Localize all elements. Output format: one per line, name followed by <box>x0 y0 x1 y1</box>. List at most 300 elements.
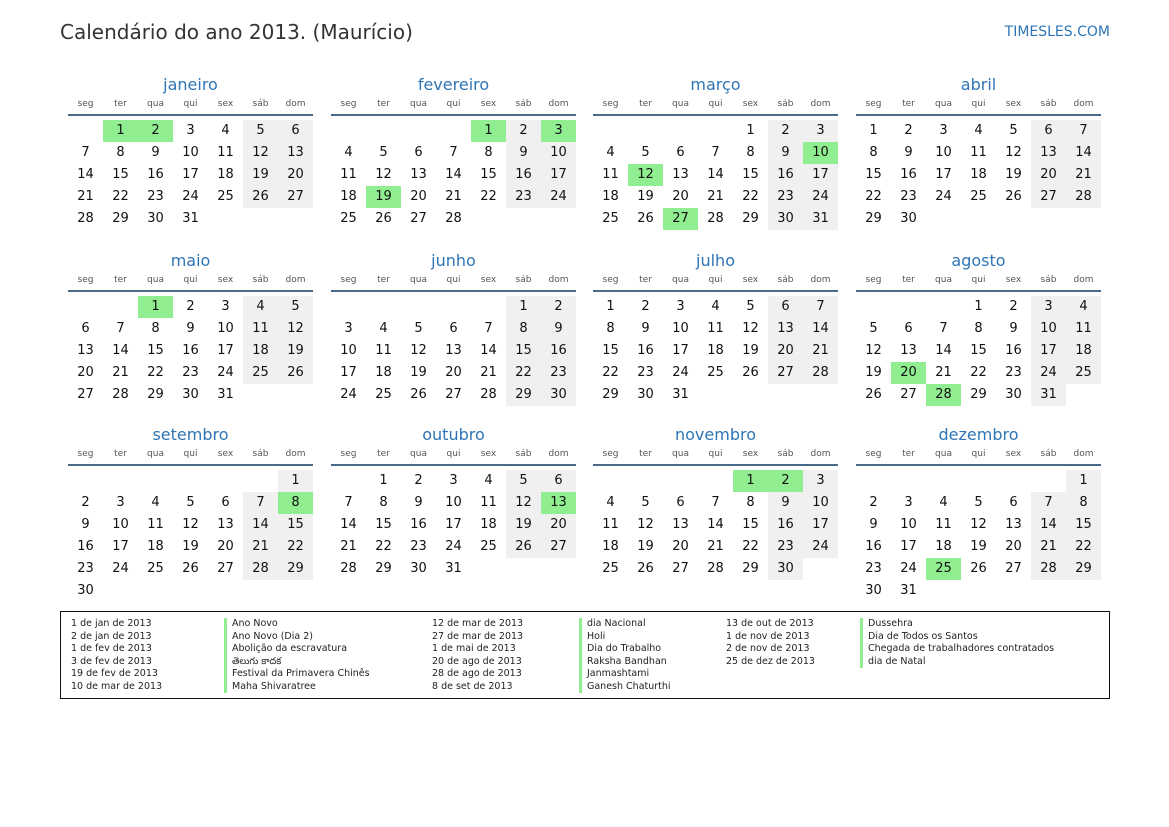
day-cell: 30 <box>541 384 576 406</box>
day-cell: 12 <box>182 517 199 532</box>
day-cell: 10 <box>445 495 462 510</box>
weekday-label: ter <box>639 275 652 285</box>
day-cell: 28 <box>77 211 94 226</box>
page-title: Calendário do ano 2013. (Maurício) <box>60 20 413 44</box>
day-cell: 23 <box>147 189 164 204</box>
day-cell: 25 <box>243 362 278 384</box>
weekday-label: seg <box>865 99 882 109</box>
weekday-label: sex <box>217 99 234 109</box>
day-grid <box>856 296 1101 406</box>
day-cell: 28 <box>707 561 724 576</box>
day-cell: 11 <box>707 321 724 336</box>
day-cell: 6 <box>904 321 913 336</box>
day-cell: 12 <box>243 142 278 164</box>
day-cell: 4 <box>974 123 983 138</box>
weekday-label: qua <box>147 99 164 109</box>
day-cell: 21 <box>480 365 497 380</box>
day-cell: 15 <box>147 343 164 358</box>
day-cell: 23 <box>637 365 654 380</box>
day-cell: 18 <box>707 343 724 358</box>
empty-cell <box>243 470 278 492</box>
day-cell: 28 <box>243 558 278 580</box>
weekday-label: ter <box>114 449 127 459</box>
month-name: outubro <box>422 425 485 444</box>
day-cell: 19 <box>182 539 199 554</box>
day-cell: 27 <box>217 561 234 576</box>
legend-holiday: Dussehra <box>860 618 1054 631</box>
day-cell: 22 <box>742 189 759 204</box>
empty-cell <box>628 470 663 492</box>
day-cell: 7 <box>1031 492 1066 514</box>
day-cell: 14 <box>340 517 357 532</box>
day-cell: 21 <box>803 340 838 362</box>
weekday-label: sáb <box>515 449 532 459</box>
day-cell: 31 <box>803 208 838 230</box>
weekday-label: qui <box>708 99 723 109</box>
day-cell: 3 <box>803 120 838 142</box>
day-cell: 25 <box>602 561 619 576</box>
day-cell: 6 <box>768 296 803 318</box>
weekday-label: qui <box>708 449 723 459</box>
day-cell: 7 <box>711 145 720 160</box>
day-cell: 2 <box>1009 299 1018 314</box>
month-9 <box>331 424 576 580</box>
site-link[interactable]: TIMESLES.COM <box>1004 24 1110 40</box>
month-name: julho <box>696 251 735 270</box>
day-cell: 23 <box>410 539 427 554</box>
day-cell: 6 <box>1009 495 1018 510</box>
weekday-label: sáb <box>252 99 269 109</box>
header-rule <box>593 290 838 292</box>
day-cell: 26 <box>970 561 987 576</box>
day-cell: 14 <box>707 517 724 532</box>
day-cell: 23 <box>77 561 94 576</box>
day-cell: 6 <box>414 145 423 160</box>
header-rule <box>68 464 313 466</box>
weekday-label: ter <box>377 275 390 285</box>
day-grid <box>593 296 838 406</box>
day-cell: 24 <box>340 387 357 402</box>
holiday-day: 12 <box>628 164 663 186</box>
day-cell: 7 <box>81 145 90 160</box>
legend-date: 12 de mar de 2013 <box>432 618 524 629</box>
day-cell: 3 <box>344 321 353 336</box>
day-cell: 16 <box>900 167 917 182</box>
day-cell: 9 <box>869 517 878 532</box>
day-cell: 9 <box>904 145 913 160</box>
day-cell: 18 <box>147 539 164 554</box>
day-cell: 2 <box>768 120 803 142</box>
day-cell: 17 <box>217 343 234 358</box>
empty-cell <box>173 470 208 492</box>
day-cell: 12 <box>970 517 987 532</box>
legend-holiday: Ganesh Chaturthi <box>579 681 671 694</box>
empty-cell <box>436 120 471 142</box>
day-cell: 13 <box>900 343 917 358</box>
day-cell: 23 <box>900 189 917 204</box>
day-cell: 30 <box>637 387 654 402</box>
month-3 <box>856 74 1101 230</box>
day-cell: 7 <box>939 321 948 336</box>
empty-cell <box>331 470 366 492</box>
day-cell: 10 <box>340 343 357 358</box>
day-cell: 8 <box>116 145 125 160</box>
empty-cell <box>68 296 103 318</box>
weekday-header <box>331 98 576 110</box>
day-cell: 29 <box>865 211 882 226</box>
day-cell: 20 <box>672 189 689 204</box>
weekday-label: seg <box>340 275 357 285</box>
day-cell: 5 <box>243 120 278 142</box>
weekday-label: qua <box>147 275 164 285</box>
day-cell: 19 <box>865 365 882 380</box>
day-cell: 24 <box>900 561 917 576</box>
day-cell: 3 <box>904 495 913 510</box>
empty-cell <box>961 470 996 492</box>
day-cell: 30 <box>1005 387 1022 402</box>
day-cell: 8 <box>974 321 983 336</box>
weekday-label: sex <box>1005 449 1022 459</box>
weekday-label: dom <box>810 449 831 459</box>
weekday-label: qui <box>183 449 198 459</box>
weekday-header <box>68 274 313 286</box>
day-cell: 1 <box>974 299 983 314</box>
day-cell: 30 <box>768 208 803 230</box>
day-cell: 8 <box>506 318 541 340</box>
header-rule <box>68 114 313 116</box>
weekday-label: sáb <box>777 99 794 109</box>
day-cell: 17 <box>112 539 129 554</box>
day-cell: 18 <box>935 539 952 554</box>
day-cell: 1 <box>506 296 541 318</box>
day-cell: 20 <box>445 365 462 380</box>
day-cell: 23 <box>768 186 803 208</box>
day-cell: 11 <box>1066 318 1101 340</box>
legend-date: 1 de nov de 2013 <box>726 630 810 642</box>
day-cell: 12 <box>375 167 392 182</box>
day-cell: 21 <box>935 365 952 380</box>
legend-dates-2 <box>432 618 523 693</box>
empty-cell <box>926 296 961 318</box>
day-cell: 24 <box>672 365 689 380</box>
legend-names-3 <box>860 618 1054 668</box>
day-cell: 28 <box>445 211 462 226</box>
day-cell: 18 <box>480 517 497 532</box>
day-cell: 25 <box>147 561 164 576</box>
weekday-label: ter <box>902 99 915 109</box>
day-cell: 28 <box>480 387 497 402</box>
weekday-label: qua <box>410 449 427 459</box>
legend-holiday: Dia do Trabalho <box>579 643 671 656</box>
empty-cell <box>891 296 926 318</box>
day-cell: 8 <box>606 321 615 336</box>
day-cell: 4 <box>939 495 948 510</box>
day-cell: 14 <box>445 167 462 182</box>
weekday-header <box>856 98 1101 110</box>
weekday-label: seg <box>602 275 619 285</box>
day-cell: 12 <box>410 343 427 358</box>
day-cell: 24 <box>803 186 838 208</box>
weekday-label: seg <box>340 449 357 459</box>
day-cell: 1 <box>1066 470 1101 492</box>
day-cell: 25 <box>340 211 357 226</box>
day-cell: 14 <box>480 343 497 358</box>
month-2 <box>593 74 838 230</box>
day-cell: 31 <box>182 211 199 226</box>
day-cell: 9 <box>1009 321 1018 336</box>
legend-holiday: dia de Natal <box>860 656 1054 669</box>
weekday-label: qua <box>410 99 427 109</box>
day-cell: 31 <box>217 387 234 402</box>
empty-cell <box>138 470 173 492</box>
day-cell: 24 <box>445 539 462 554</box>
weekday-label: qua <box>935 449 952 459</box>
day-cell: 3 <box>676 299 685 314</box>
legend-holiday: Ano Novo (Dia 2) <box>224 631 370 644</box>
legend-holiday: Dia de Todos os Santos <box>860 631 1054 644</box>
day-cell: 9 <box>186 321 195 336</box>
day-cell: 23 <box>865 561 882 576</box>
header-rule <box>68 290 313 292</box>
weekday-label: dom <box>1073 449 1094 459</box>
day-cell: 28 <box>1066 186 1101 208</box>
empty-cell <box>68 120 103 142</box>
day-cell: 11 <box>147 517 164 532</box>
day-cell: 21 <box>707 539 724 554</box>
weekday-label: qui <box>708 275 723 285</box>
month-6 <box>593 250 838 406</box>
day-cell: 17 <box>672 343 689 358</box>
legend-date: 13 de out de 2013 <box>726 618 814 629</box>
day-cell: 9 <box>506 142 541 164</box>
day-cell: 24 <box>1031 362 1066 384</box>
legend-holiday: Raksha Bandhan <box>579 656 671 669</box>
weekday-label: dom <box>548 275 569 285</box>
day-cell: 19 <box>506 514 541 536</box>
day-grid <box>593 120 838 230</box>
day-cell: 1 <box>869 123 878 138</box>
day-cell: 22 <box>480 189 497 204</box>
day-cell: 27 <box>445 387 462 402</box>
month-10 <box>593 424 838 580</box>
day-cell: 16 <box>768 164 803 186</box>
day-cell: 9 <box>81 517 90 532</box>
empty-cell <box>663 120 698 142</box>
weekday-header <box>856 274 1101 286</box>
day-cell: 9 <box>151 145 160 160</box>
day-cell: 25 <box>970 189 987 204</box>
day-cell: 16 <box>182 343 199 358</box>
weekday-label: ter <box>114 99 127 109</box>
weekday-label: ter <box>377 449 390 459</box>
day-cell: 5 <box>414 321 423 336</box>
day-cell: 26 <box>742 365 759 380</box>
weekday-label: sex <box>217 449 234 459</box>
empty-cell <box>208 470 243 492</box>
day-cell: 20 <box>672 539 689 554</box>
month-0 <box>68 74 313 230</box>
day-cell: 12 <box>278 318 313 340</box>
day-cell: 4 <box>379 321 388 336</box>
day-cell: 5 <box>746 299 755 314</box>
legend-holiday: Ano Novo <box>224 618 370 631</box>
holiday-day: 10 <box>803 142 838 164</box>
day-cell: 13 <box>77 343 94 358</box>
day-cell: 27 <box>541 536 576 558</box>
weekday-label: sex <box>480 99 497 109</box>
weekday-label: seg <box>77 99 94 109</box>
day-cell: 28 <box>340 561 357 576</box>
day-cell: 15 <box>742 517 759 532</box>
legend-names-2 <box>579 618 671 693</box>
day-cell: 27 <box>77 387 94 402</box>
day-cell: 21 <box>340 539 357 554</box>
day-cell: 3 <box>116 495 125 510</box>
day-cell: 30 <box>768 558 803 580</box>
day-cell: 28 <box>112 387 129 402</box>
header-rule <box>331 290 576 292</box>
empty-cell <box>891 470 926 492</box>
day-cell: 15 <box>112 167 129 182</box>
day-cell: 23 <box>506 186 541 208</box>
day-cell: 2 <box>541 296 576 318</box>
day-cell: 7 <box>803 296 838 318</box>
day-cell: 5 <box>278 296 313 318</box>
day-cell: 13 <box>768 318 803 340</box>
day-cell: 24 <box>182 189 199 204</box>
weekday-label: qua <box>147 449 164 459</box>
day-cell: 29 <box>602 387 619 402</box>
day-cell: 20 <box>768 340 803 362</box>
weekday-label: ter <box>377 99 390 109</box>
header-rule <box>593 464 838 466</box>
day-cell: 26 <box>278 362 313 384</box>
empty-cell <box>436 296 471 318</box>
day-cell: 2 <box>904 123 913 138</box>
day-cell: 14 <box>1066 142 1101 164</box>
empty-cell <box>996 470 1031 492</box>
month-1 <box>331 74 576 230</box>
holiday-day: 1 <box>103 120 138 142</box>
weekday-label: dom <box>1073 99 1094 109</box>
empty-cell <box>331 120 366 142</box>
holiday-day: 28 <box>926 384 961 406</box>
day-cell: 16 <box>77 539 94 554</box>
day-cell: 14 <box>243 514 278 536</box>
weekday-label: dom <box>548 99 569 109</box>
day-cell: 16 <box>506 164 541 186</box>
day-cell: 19 <box>637 539 654 554</box>
day-cell: 7 <box>1066 120 1101 142</box>
weekday-label: sex <box>742 449 759 459</box>
day-cell: 25 <box>480 539 497 554</box>
day-cell: 7 <box>243 492 278 514</box>
empty-cell <box>331 296 366 318</box>
day-cell: 22 <box>1066 536 1101 558</box>
weekday-label: seg <box>865 449 882 459</box>
day-cell: 20 <box>77 365 94 380</box>
weekday-label: qui <box>971 275 986 285</box>
day-cell: 8 <box>151 321 160 336</box>
day-cell: 19 <box>1005 167 1022 182</box>
day-cell: 29 <box>1066 558 1101 580</box>
day-cell: 8 <box>379 495 388 510</box>
day-cell: 28 <box>707 211 724 226</box>
day-cell: 27 <box>410 211 427 226</box>
holiday-day: 1 <box>138 296 173 318</box>
day-cell: 30 <box>900 211 917 226</box>
day-cell: 14 <box>935 343 952 358</box>
day-grid <box>68 470 313 602</box>
day-cell: 5 <box>641 495 650 510</box>
day-cell: 4 <box>484 473 493 488</box>
empty-cell <box>103 470 138 492</box>
legend-holiday: dia Nacional <box>579 618 671 631</box>
day-cell: 26 <box>182 561 199 576</box>
day-cell: 25 <box>375 387 392 402</box>
day-cell: 4 <box>1066 296 1101 318</box>
day-cell: 19 <box>742 343 759 358</box>
empty-cell <box>401 296 436 318</box>
day-cell: 9 <box>641 321 650 336</box>
month-name: junho <box>431 251 476 270</box>
weekday-label: ter <box>902 449 915 459</box>
empty-cell <box>628 120 663 142</box>
day-cell: 10 <box>935 145 952 160</box>
day-cell: 18 <box>217 167 234 182</box>
weekday-label: qua <box>935 275 952 285</box>
day-cell: 10 <box>900 517 917 532</box>
day-cell: 25 <box>602 211 619 226</box>
weekday-label: seg <box>602 99 619 109</box>
day-cell: 3 <box>449 473 458 488</box>
day-cell: 17 <box>803 514 838 536</box>
day-cell: 12 <box>506 492 541 514</box>
holiday-day: 2 <box>768 470 803 492</box>
day-cell: 20 <box>1005 539 1022 554</box>
day-cell: 13 <box>278 142 313 164</box>
weekday-label: sex <box>742 99 759 109</box>
day-cell: 24 <box>112 561 129 576</box>
day-cell: 21 <box>77 189 94 204</box>
weekday-header <box>331 274 576 286</box>
empty-cell <box>856 296 891 318</box>
month-4 <box>68 250 313 406</box>
header-rule <box>331 114 576 116</box>
day-cell: 15 <box>506 340 541 362</box>
month-name: setembro <box>152 425 229 444</box>
day-cell: 11 <box>480 495 497 510</box>
day-cell: 7 <box>711 495 720 510</box>
holiday-day: 19 <box>366 186 401 208</box>
day-cell: 18 <box>602 539 619 554</box>
day-cell: 16 <box>768 514 803 536</box>
day-cell: 27 <box>672 561 689 576</box>
day-cell: 28 <box>1031 558 1066 580</box>
weekday-label: qua <box>410 275 427 285</box>
day-cell: 27 <box>278 186 313 208</box>
empty-cell <box>926 470 961 492</box>
day-cell: 15 <box>1066 514 1101 536</box>
holiday-day: 8 <box>278 492 313 514</box>
weekday-header <box>68 448 313 460</box>
day-cell: 18 <box>375 365 392 380</box>
day-cell: 21 <box>445 189 462 204</box>
day-cell: 6 <box>1031 120 1066 142</box>
day-cell: 27 <box>1031 186 1066 208</box>
day-cell: 8 <box>746 145 755 160</box>
day-cell: 17 <box>445 517 462 532</box>
